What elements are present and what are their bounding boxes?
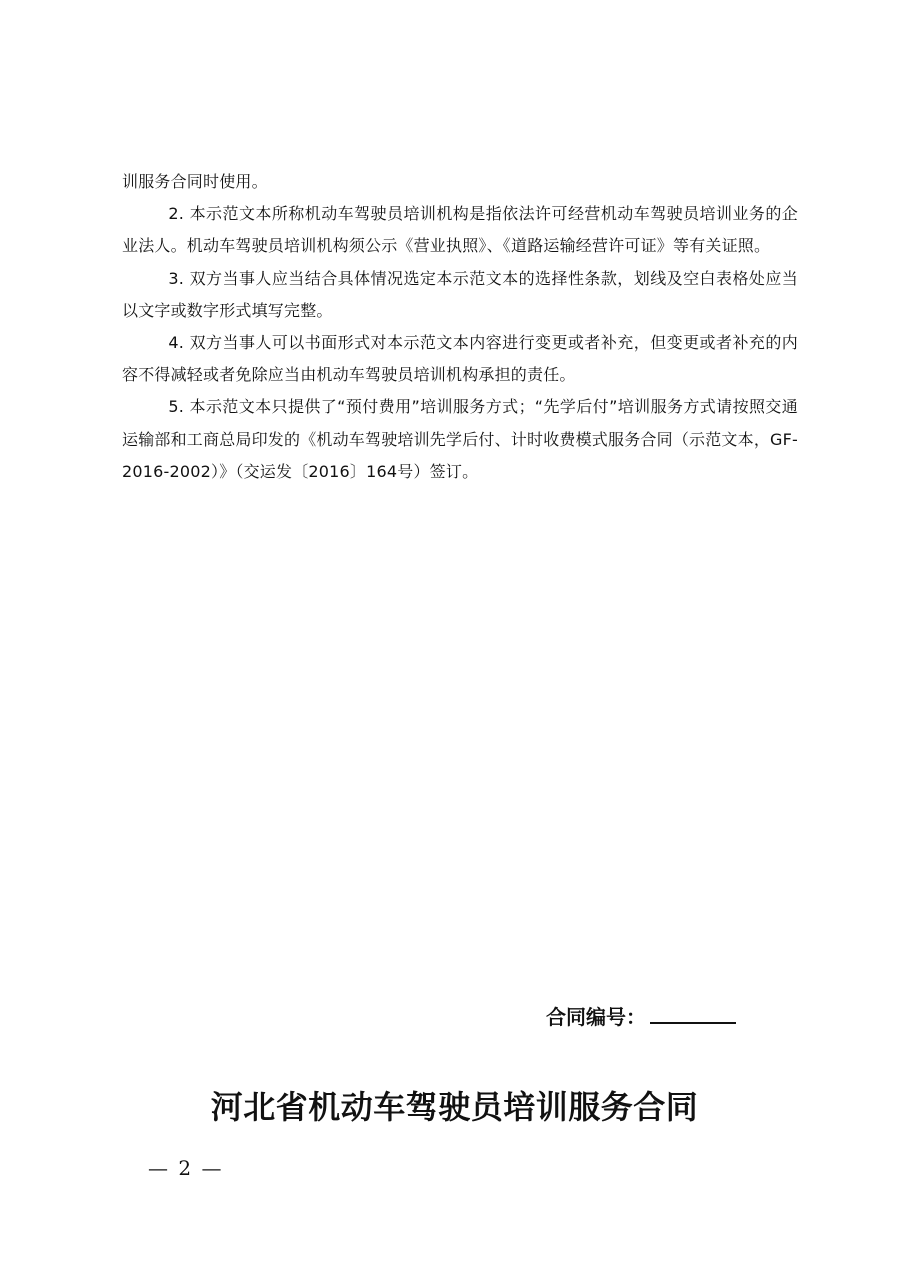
paragraph-item-2: 2. 本示范文本所称机动车驾驶员培训机构是指依法许可经营机动车驾驶员培训业务的企业法人。机动车驾驶员培训机构须公示《营业执照》、《道路运输经营许可证》等有关证照。 — [122, 204, 798, 256]
body-text — [122, 166, 798, 488]
paragraph-item-5: 5. 本示范文本只提供了“预付费用”培训服务方式；“先学后付”培训服务方式请按照交通运输部和工商总局印发的《机动车驾驶培训先学后付、计时收费模式服务合同（示范文本，GF-2016-2002）》（交运发〔2016〕164号）签订。 — [122, 397, 798, 481]
contract-title: 河北省机动车驾驶员培训服务合同 — [210, 1088, 699, 1126]
contract-number — [546, 996, 736, 1030]
contract-number-blank — [650, 1022, 736, 1024]
paragraph-continuation: 训服务合同时使用。 — [122, 172, 268, 191]
contract-number-label: 合同编号： — [546, 1005, 646, 1029]
paragraph-item-4: 4. 双方当事人可以书面形式对本示范文本内容进行变更或者补充，但变更或者补充的内容不得减轻或者免除应当由机动车驾驶员培训机构承担的责任。 — [122, 333, 798, 385]
paragraph-item-3: 3. 双方当事人应当结合具体情况选定本示范文本的选择性条款，划线及空白表格处应当以文字或数字形式填写完整。 — [122, 268, 798, 320]
page-number: — 2 — — [148, 1156, 224, 1180]
